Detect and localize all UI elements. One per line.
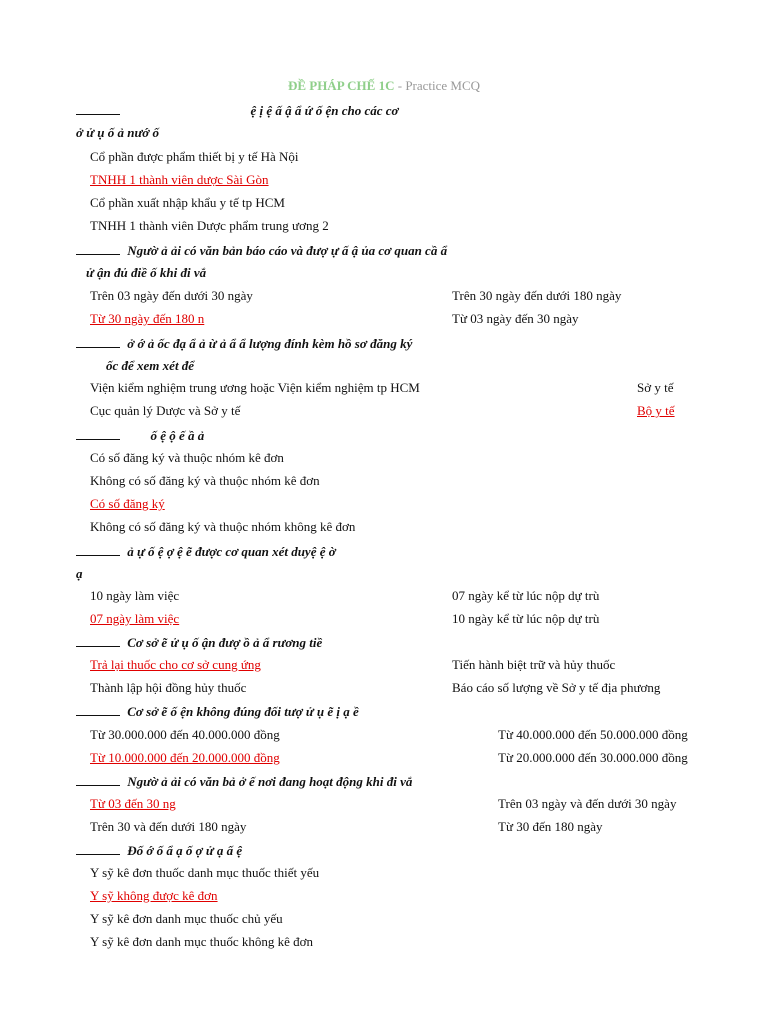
option-c[interactable]: Thành lập hội đồng hủy thuốc — [90, 680, 247, 695]
option-d[interactable]: 10 ngày kể từ lúc nộp dự trù — [452, 611, 600, 626]
answer-blank[interactable] — [76, 427, 120, 440]
option-a[interactable]: Từ 30.000.000 đến 40.000.000 đồng — [90, 727, 280, 742]
question-3 — [76, 333, 736, 355]
option-a[interactable]: 10 ngày làm việc — [90, 588, 180, 603]
question-5 — [76, 541, 736, 563]
question-text: ở ớ ả ốc đạ ẩ ả ừ ả ẩ ẩ lượng đính kèm hồ sơ đăng ký — [127, 336, 413, 351]
question-2-line2 — [76, 262, 746, 284]
option-a[interactable]: Có số đăng ký và thuộc nhóm kê đơn — [90, 450, 284, 465]
option-c-correct[interactable]: 07 ngày làm việc — [90, 611, 180, 626]
option-c-correct[interactable]: Từ 30 ngày đến 180 n — [90, 311, 205, 326]
option-b[interactable]: 07 ngày kể từ lúc nộp dự trù — [452, 588, 600, 603]
option-c[interactable]: Cổ phần xuất nhập khẩu y tế tp HCM — [90, 195, 285, 210]
option-d[interactable]: Y sỹ kê đơn danh mục thuốc không kê đơn — [90, 934, 314, 949]
title-sub: - Practice MCQ — [397, 78, 481, 93]
option-d[interactable]: Báo cáo số lượng về Sở y tế địa phương — [452, 680, 661, 695]
option-c[interactable]: Trên 30 và đến dưới 180 ngày — [90, 819, 247, 834]
question-6 — [76, 632, 736, 654]
question-text: Cơ sở ẽ ố ện không đúng đối tượ ử ụ ẽ ị ạ ề — [127, 704, 359, 719]
option-c-correct[interactable]: Từ 10.000.000 đến 20.000.000 đồng — [90, 750, 280, 765]
option-b[interactable]: Trên 30 ngày đến dưới 180 ngày — [452, 288, 622, 303]
answer-blank[interactable] — [76, 543, 120, 556]
question-2 — [76, 240, 736, 262]
option-b-correct[interactable]: TNHH 1 thành viên dược Sài Gòn — [90, 172, 269, 187]
question-text: Đố ớ ố ẩ ạ ố ợ ử ạ ấ ệ — [127, 843, 243, 858]
question-text: ệ ị ệ ấ ậ ẩ ứ ố ện cho các cơ — [250, 103, 399, 118]
option-a[interactable]: Y sỹ kê đơn thuốc danh mục thuốc thiết yếu — [90, 865, 320, 880]
option-d[interactable]: Từ 30 đến 180 ngày — [498, 819, 603, 834]
question-text: Cơ sở ẽ ử ụ ố ận đượ ồ ả ẩ rương tiề — [127, 635, 323, 650]
option-d[interactable]: Từ 03 ngày đến 30 ngày — [452, 311, 579, 326]
question-8 — [76, 771, 736, 793]
option-c-correct[interactable]: Có số đăng ký — [90, 496, 165, 511]
question-4 — [76, 425, 736, 447]
question-text: Ngườ ả ải có văn bản báo cáo và đượ ự ấ ậ ủa cơ quan cầ ẩ — [127, 243, 448, 258]
answer-blank[interactable] — [76, 634, 120, 647]
option-d[interactable]: TNHH 1 thành viên Dược phẩm trung ương 2 — [90, 218, 329, 233]
option-a-correct[interactable]: Từ 03 đến 30 ng — [90, 796, 176, 811]
option-c[interactable]: Cục quản lý Dược và Sở y tế — [90, 403, 241, 418]
question-5-line2 — [76, 563, 736, 585]
title-main: ĐỀ PHÁP CHẾ 1C — [287, 78, 395, 93]
answer-blank[interactable] — [76, 102, 120, 115]
question-7 — [76, 701, 736, 723]
question-text: ạ — [76, 566, 83, 581]
option-a[interactable]: Trên 03 ngày đến dưới 30 ngày — [90, 288, 253, 303]
option-b[interactable]: Không có số đăng ký và thuộc nhóm kê đơn — [90, 473, 320, 488]
option-b-correct[interactable]: Y sỹ không được kê đơn — [90, 888, 218, 903]
question-text: Ngườ ả ải có văn bả ở ế nơi đang hoạt động khi đi vắ — [127, 774, 413, 789]
question-text: ả ự ố ệ ợ ệ ẽ được cơ quan xét duyệ ệ ờ — [127, 544, 336, 559]
question-3-line2 — [76, 355, 766, 377]
option-b[interactable]: Từ 40.000.000 đến 50.000.000 đồng — [498, 727, 688, 742]
option-b[interactable]: Sở y tế — [637, 380, 674, 395]
option-b[interactable]: Trên 03 ngày và đến dưới 30 ngày — [498, 796, 677, 811]
option-c[interactable]: Y sỹ kê đơn danh mục thuốc chủ yếu — [90, 911, 283, 926]
question-9 — [76, 840, 736, 862]
question-text: ở ử ụ ố ả nướ ố — [76, 125, 159, 140]
question-text: ốc để xem xét để — [106, 358, 195, 373]
option-d[interactable]: Từ 20.000.000 đến 30.000.000 đồng — [498, 750, 688, 765]
answer-blank[interactable] — [76, 842, 120, 855]
option-d-correct[interactable]: Bộ y tế — [637, 403, 675, 418]
option-d[interactable]: Không có số đăng ký và thuộc nhóm không kê đơn — [90, 519, 356, 534]
answer-blank[interactable] — [76, 773, 120, 786]
question-text: ố ệ ộ ế ầ ả — [150, 428, 205, 443]
question-1 — [76, 100, 736, 122]
answer-blank[interactable] — [76, 242, 120, 255]
option-a-correct[interactable]: Trả lại thuốc cho cơ sở cung ứng — [90, 657, 261, 672]
option-b[interactable]: Tiến hành biệt trữ và hủy thuốc — [452, 657, 616, 672]
question-1-line2 — [76, 122, 736, 144]
answer-blank[interactable] — [76, 335, 120, 348]
option-a[interactable]: Viện kiểm nghiệm trung ương hoặc Viện kiểm nghiệm tp HCM — [90, 380, 420, 395]
answer-blank[interactable] — [76, 703, 120, 716]
option-a[interactable]: Cổ phần được phẩm thiết bị y tế Hà Nội — [90, 149, 299, 164]
question-text: ử ận đủ điề ố khi đi vắ — [86, 265, 207, 280]
page-title — [0, 78, 768, 94]
